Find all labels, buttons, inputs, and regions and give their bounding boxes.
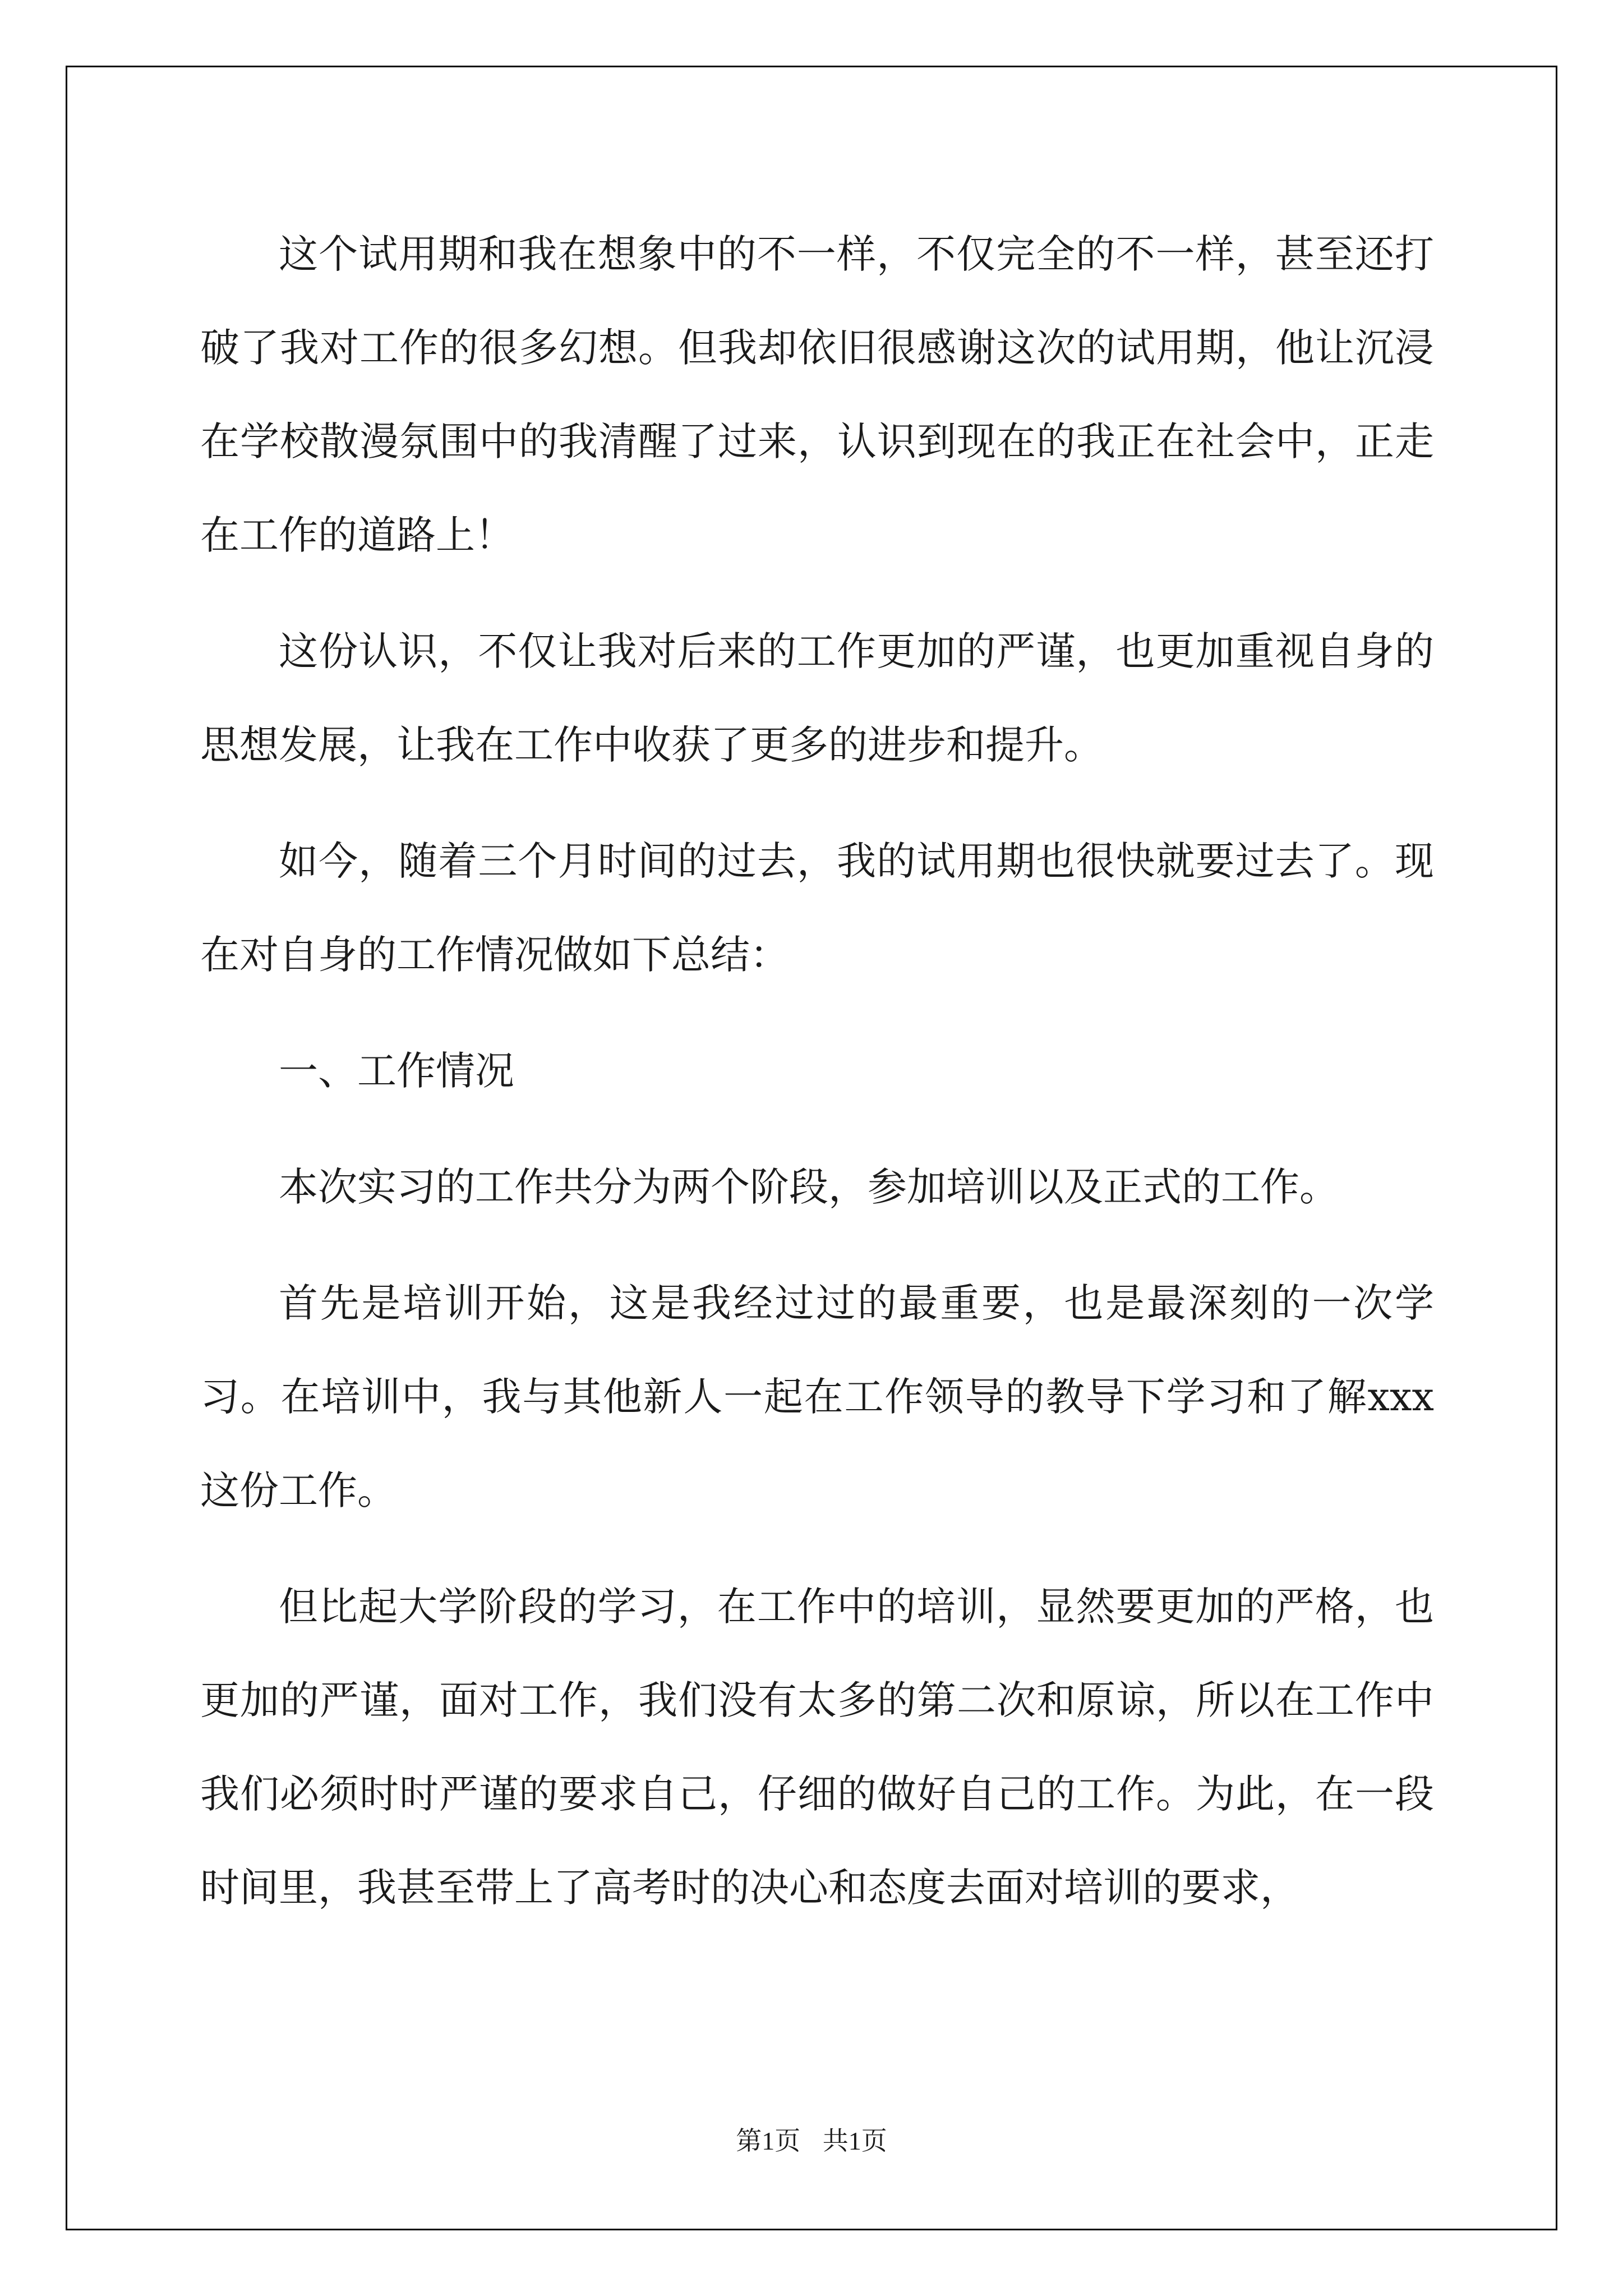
document-body	[200, 208, 1434, 1957]
paragraph-2: 这份认识，不仅让我对后来的工作更加的严谨，也更加重视自身的思想发展，让我在工作中收获了更多的进步和提升。	[200, 628, 1434, 768]
paragraph-5: 首先是培训开始，这是我经过过的最重要，也是最深刻的一次学习。在培训中，我与其他新人一起在工作领导的教导下学习和了解xxx这份工作。	[200, 1280, 1434, 1513]
page-total: 共1页	[822, 2127, 887, 2155]
page-footer	[0, 2120, 1623, 2157]
paragraph-1: 这个试用期和我在想象中的不一样，不仅完全的不一样，甚至还打破了我对工作的很多幻想。但我却依旧很感谢这次的试用期，他让沉浸在学校散漫氛围中的我清醒了过来，认识到现在的我正在社会中，正走在工作的道路上！	[200, 231, 1434, 558]
paragraph-4: 本次实习的工作共分为两个阶段，参加培训以及正式的工作。	[279, 1164, 1339, 1210]
paragraph-6: 但比起大学阶段的学习，在工作中的培训，显然要更加的严格，也更加的严谨，面对工作，我们没有太多的第二次和原谅，所以在工作中我们必须时时严谨的要求自己，仔细的做好自己的工作。为此，在一段时间里，我甚至带上了高考时的决心和态度去面对培训的要求，	[200, 1584, 1434, 1911]
section-heading: 一、工作情况	[279, 1048, 514, 1094]
paragraph-3: 如今，随着三个月时间的过去，我的试用期也很快就要过去了。现在对自身的工作情况做如下总结：	[200, 838, 1434, 978]
page-number: 第1页	[736, 2127, 801, 2155]
